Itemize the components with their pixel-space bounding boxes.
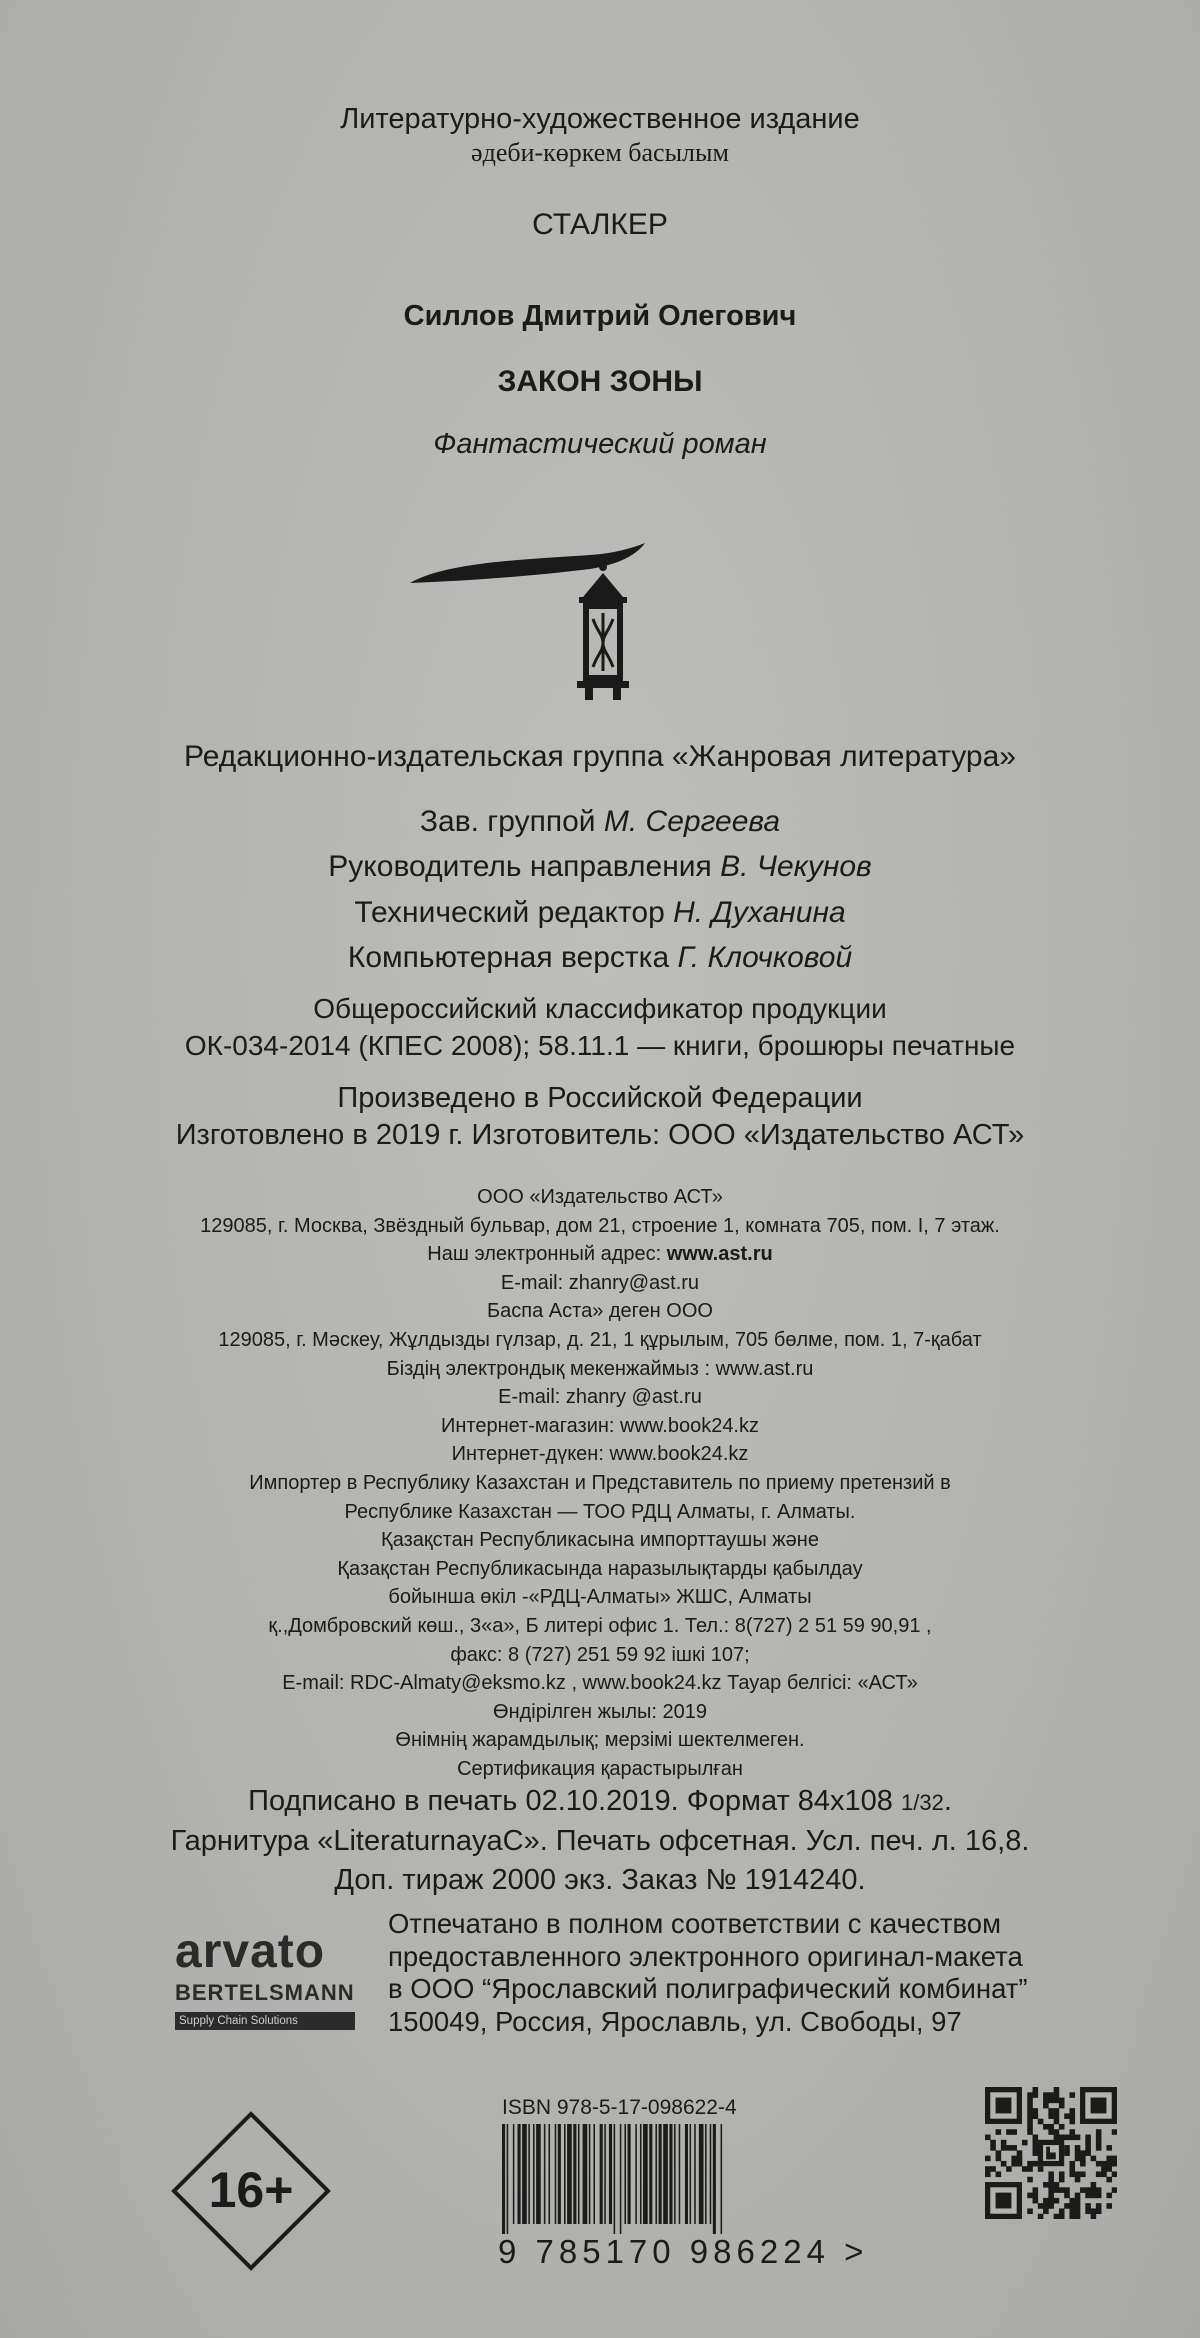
logo-subtitle: BERTELSMANN: [175, 1980, 355, 2005]
credit-name: В. Чекунов: [720, 850, 872, 883]
credit-name: Н. Духанина: [673, 896, 846, 929]
press-line: Доп. тираж 2000 экз. Заказ № 1914240.: [334, 1864, 866, 1896]
press-line: Гарнитура «LiteraturnayaC». Печать офсетная. Усл. печ. л. 16,8.: [170, 1825, 1030, 1857]
imprint-web-label: Наш электронный адрес:: [427, 1243, 667, 1266]
isbn-label: ISBN 978-5-17-098622-4: [502, 2096, 737, 2119]
imprint-line: Өнімнің жарамдылық; мерзімі шектелмеген.: [395, 1729, 805, 1752]
printer-logo: [175, 1926, 370, 2030]
credit-line: [0, 805, 1200, 839]
credit-role: Руководитель направления: [328, 850, 712, 883]
imprint-line: Өндірілген жылы: 2019: [493, 1700, 707, 1723]
printer-info: [388, 1908, 1028, 2038]
imprint-line: факс: 8 (727) 251 59 92 ішкі 107;: [450, 1643, 750, 1666]
imprint-line: Импортер в Республику Казахстан и Представитель по приему претензий в: [249, 1471, 951, 1494]
printer-line: Отпечатано в полном соответствии с качеством: [388, 1908, 1001, 1939]
credit-line: [0, 850, 1200, 884]
imprint-line: 129085, г. Мәскеу, Жұлдызды гүлзар, д. 21, 1 құрылым, 705 бөлме, пом. 1, 7-қабат: [218, 1328, 982, 1351]
lantern-emblem-icon: [405, 535, 705, 705]
barcode: [498, 2124, 838, 2234]
barcode-digits: 9 785170 986224 >: [498, 2233, 869, 2270]
imprint-web-address: www.ast.ru: [666, 1243, 773, 1266]
printer-line: предоставленного электронного оригинал-макета: [388, 1940, 1023, 1972]
imprint-line: ООО «Издательство АСТ»: [477, 1186, 723, 1208]
imprint-line: Баспа Аста» деген ООО: [487, 1300, 713, 1323]
credit-name: М. Сергеева: [603, 805, 781, 838]
classifier-line-2: ОК-034-2014 (КПЕС 2008); 58.11.1 — книги, брошюры печатные: [184, 1030, 1016, 1061]
imprint-line: E-mail: zhanry @ast.ru: [498, 1386, 702, 1409]
imprint-line: E-mail: zhanry@ast.ru: [500, 1271, 700, 1294]
author-name: Силлов Дмитрий Олегович: [403, 300, 797, 332]
imprint-line: E-mail: RDC-Almaty@eksmo.kz , www.book24.kz Тауар белгісі: «АСТ»: [282, 1672, 918, 1695]
imprint-line: Интернет-дүкен: www.book24.kz: [451, 1443, 749, 1466]
press-data: [0, 1782, 1200, 1900]
credit-line: [0, 941, 1200, 975]
printer-line: в ООО “Ярославский полиграфический комбинат”: [388, 1973, 1028, 2004]
logo-word: arvato: [175, 1925, 326, 1978]
imprint-line: Біздің электрондық мекенжаймыз : www.ast.ru: [386, 1357, 814, 1380]
credit-name: Г. Клочковой: [677, 941, 853, 974]
series-name: СТАЛКЕР: [532, 208, 668, 241]
credit-role: Технический редактор: [354, 896, 665, 929]
age-rating-label: 16+: [208, 2162, 294, 2218]
imprint-line: Қазақстан Республикасында наразылықтарды қабылдау: [337, 1557, 863, 1580]
credit-role: Компьютерная верстка: [347, 941, 670, 974]
credit-line: [0, 896, 1200, 930]
imprint-line: Интернет-магазин: www.book24.kz: [440, 1414, 759, 1437]
publisher-group: Редакционно-издательская группа «Жанровая литература»: [184, 740, 1016, 773]
imprint-line: Республике Казахстан — ТОО РДЦ Алматы, г. Алматы.: [344, 1500, 856, 1523]
manufacture-line-2: Изготовлено в 2019 г. Изготовитель: ООО «Издательство АСТ»: [175, 1119, 1025, 1151]
logo-tagline: Supply Chain Solutions: [175, 2012, 355, 2030]
imprint-line: бойынша өкіл -«РДЦ-Алматы» ЖШС, Алматы: [388, 1586, 812, 1609]
genre: Фантастический роман: [433, 428, 767, 460]
printer-line: 150049, Россия, Ярославль, ул. Свободы, 97: [388, 2005, 962, 2037]
manufacture-line-1: Произведено в Российской Федерации: [337, 1082, 863, 1114]
qr-code-icon: [985, 2087, 1117, 2219]
format-fraction: 1/32: [901, 1790, 944, 1815]
imprint-block: [0, 1183, 1200, 1783]
edition-type-kz: әдеби-көркем басылым: [471, 138, 729, 167]
imprint-line: [0, 1240, 1200, 1269]
imprint-line: қ.,Домбровский көш., 3«а», Б литері офис 1. Тел.: 8(727) 2 51 59 90,91 ,: [268, 1614, 932, 1637]
imprint-line: Сертификация қарастырылған: [457, 1757, 743, 1780]
imprint-line: 129085, г. Москва, Звёздный бульвар, дом 21, строение 1, комната 705, пом. I, 7 этаж.: [200, 1214, 1000, 1237]
signed-for-print: Подписано в печать 02.10.2019. Формат 84х108: [248, 1785, 893, 1817]
press-line: Подписано в печать 02.10.2019. Формат 84х108 1/32.: [248, 1785, 952, 1817]
classifier-line-1: Общероссийский классификатор продукции: [313, 993, 887, 1024]
credit-role: Зав. группой: [419, 805, 596, 838]
book-title: ЗАКОН ЗОНЫ: [497, 365, 703, 398]
imprint-line: Қазақстан Республикасына импорттаушы және: [381, 1529, 819, 1552]
edition-type-ru: Литературно-художественное издание: [340, 103, 860, 135]
